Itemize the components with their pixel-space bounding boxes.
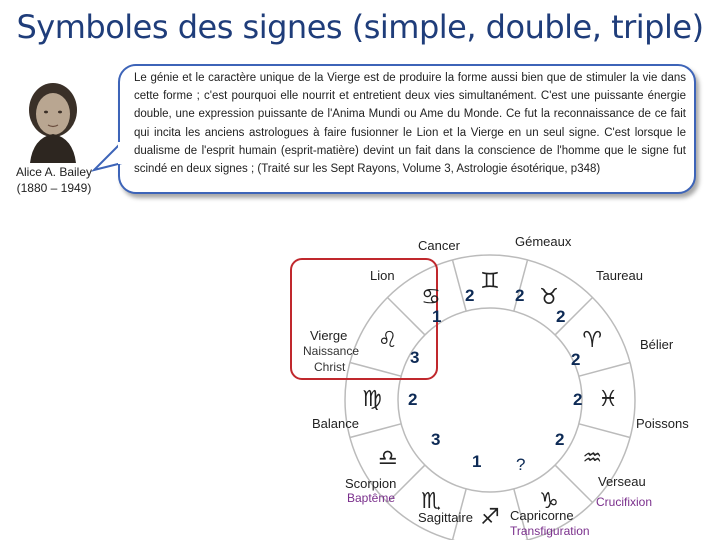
sub-scorpion: Baptême bbox=[347, 491, 396, 505]
glyph-balance-icon: ♎ bbox=[377, 446, 398, 471]
glyph-gemeaux-icon: ♊ bbox=[480, 269, 500, 294]
number-gemeaux-2: 2 bbox=[515, 286, 525, 305]
label-belier: Bélier bbox=[640, 337, 674, 352]
glyph-taureau-icon: ♉ bbox=[539, 284, 559, 310]
page-title: Symboles des signes (simple, double, triple) bbox=[16, 8, 704, 46]
label-poissons: Poissons bbox=[636, 416, 689, 431]
label-cancer: Cancer bbox=[418, 238, 460, 253]
label-vierge: Vierge bbox=[310, 328, 348, 343]
glyph-cancer-icon: ♋ bbox=[421, 284, 441, 310]
number-taureau-2: 2 bbox=[556, 307, 566, 326]
number-poissons-2: 2 bbox=[573, 390, 583, 409]
glyph-lion-icon: ♌ bbox=[377, 328, 398, 353]
number-vierge-3: 3 bbox=[410, 348, 420, 367]
number-sagittaire-1: 1 bbox=[472, 452, 482, 471]
glyph-scorpion-icon: ♏ bbox=[421, 489, 441, 515]
label-verseau: Verseau bbox=[598, 474, 646, 489]
glyph-verseau-icon: ♒ bbox=[582, 446, 603, 471]
portrait-dates: (1880 – 1949) bbox=[16, 181, 92, 195]
number-scorpion-3: 3 bbox=[431, 430, 441, 449]
number-verseau-2: 2 bbox=[555, 430, 565, 449]
number-capricorne-unknown: ? bbox=[516, 455, 526, 474]
sub-capricorne: Transfiguration bbox=[510, 524, 590, 538]
wheel-spoke bbox=[579, 424, 630, 438]
glyph-poissons-icon: ♓ bbox=[598, 387, 618, 412]
glyph-capricorne-icon: ♑ bbox=[539, 489, 559, 515]
glyph-vierge-icon: ♍ bbox=[362, 387, 382, 412]
number-belier-2: 2 bbox=[571, 350, 581, 369]
label-balance: Balance bbox=[312, 416, 359, 431]
label-gemeaux: Gémeaux bbox=[515, 234, 572, 249]
number-lion-1: 1 bbox=[432, 307, 442, 326]
label-scorpion: Scorpion bbox=[345, 476, 397, 491]
glyph-sagittaire-icon: ♐ bbox=[480, 505, 500, 530]
number-balance-2: 2 bbox=[408, 390, 418, 409]
label-taureau: Taureau bbox=[596, 268, 643, 283]
label-capricorne: Capricorne bbox=[510, 508, 574, 523]
portrait-name: Alice A. Bailey bbox=[15, 165, 93, 179]
sub-vierge-christ: Christ bbox=[314, 360, 346, 374]
number-lion-2: 2 bbox=[465, 286, 475, 305]
label-sagittaire: Sagittaire bbox=[418, 510, 473, 525]
sub-verseau: Crucifixion bbox=[596, 495, 653, 509]
wheel-spoke bbox=[579, 362, 630, 376]
glyph-belier-icon: ♈ bbox=[582, 328, 603, 353]
quote-text: Le génie et le caractère unique de la Vierge est de produire la forme aussi bien que de stimuler la vie dans cette forme ; c'est pourquoi elle nourrit et entretient deux vies simultanément. C'est une puissante énergie double, une expression puissante de l'Anima Mundi ou Ame du Monde. Ce fut la reconnaissance de ce fait qui incita les anciens astrologues à faire fusionner le Lion et la Vierge en un seul signe. C'est lorsque le dualisme de l'esprit humain (esprit-matière) devint un fait dans la conscience de l'homme que le signe fut scindé en deux signes ; (Traité sur les Sept Rayons, Volume 3, Astrologie ésotérique, p348) bbox=[134, 72, 686, 176]
sub-vierge-naissance: Naissance bbox=[303, 344, 360, 358]
label-lion: Lion bbox=[370, 268, 395, 283]
